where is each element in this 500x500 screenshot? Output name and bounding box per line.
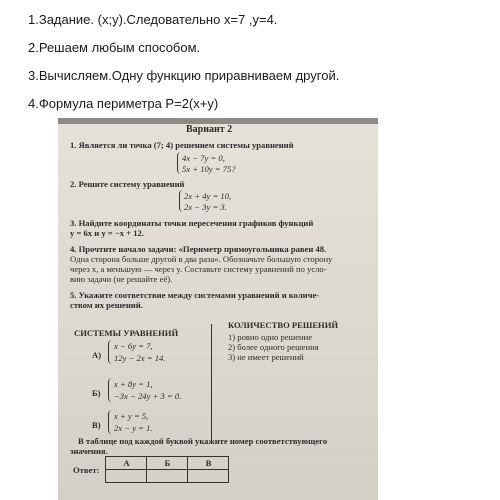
task5-line2: ством их решений. [70,300,143,310]
system-v-eq1: x + y = 5, [114,411,149,421]
worksheet-photo [58,118,378,500]
task1-eq1: 4x − 7y = 0, [182,153,225,163]
system-b-eq1: x + 8y = 1, [114,379,153,389]
task4-line2: Одна сторона больше другой в два раза». Обозначьте большую сторону [70,254,333,264]
task4-line1: 4. Прочтите начало задачи: «Периметр прямоугольника равен 48. [70,244,327,254]
answer-cell-b [147,470,188,483]
answer-cell-v [188,470,229,483]
count-option-2: 2) более одного решения [228,342,319,352]
task3-line2: y = 6x и y = −x + 12. [70,228,144,238]
note-line-1: 1.Задание. (x;y).Следовательно x=7 ,y=4. [28,12,278,27]
system-a-eq1: x − 6y = 7, [114,341,153,351]
system-v-label: В) [92,420,101,430]
task3-line1: 3. Найдите координаты точки пересечения графиков функций [70,218,314,228]
note-line-2: 2.Решаем любым способом. [28,40,201,55]
task4-line4: вию задачи (не решайте её). [70,274,173,284]
variant-heading: Вариант 2 [186,124,233,135]
instruction-line1: В таблице под каждой буквой укажите номер соответствующего [78,436,328,446]
system-a-brace [108,340,113,364]
system-b-eq2: −3x − 24y + 3 = 0. [114,391,182,401]
system-b-brace [108,378,113,402]
system-a-label: А) [92,350,102,360]
systems-header: СИСТЕМЫ УРАВНЕНИЙ [74,328,179,338]
task5-line1: 5. Укажите соответствие между системами уравнений и количе- [70,290,320,300]
answer-label: Ответ: [73,464,100,475]
task2-eq2: 2x − 3y = 3. [184,202,227,212]
note-line-4: 4.Формула периметра P=2(x+y) [28,96,219,111]
system-v-eq2: 2x − y = 1. [114,423,153,433]
count-header: КОЛИЧЕСТВО РЕШЕНИЙ [228,320,339,330]
system-v-brace [108,410,113,434]
column-divider [211,324,212,442]
system-a-eq2: 12y − 2x = 14. [114,353,166,363]
note-line-3: 3.Вычисляем.Одну функцию приравниваем другой. [28,68,340,83]
task2-eq1: 2x + 4y = 10, [184,191,232,201]
system-b-label: Б) [92,388,101,398]
task4-line3: через x, а меньшую — через y. Составьте систему уравнений по усло- [70,264,327,274]
task2-text: 2. Решите систему уравнений [70,179,185,189]
answer-cell-a [106,470,147,483]
task1-eq2: 5x + 10y = 75? [182,164,236,174]
answer-table [70,456,229,483]
answer-header-a: А [106,457,147,470]
instruction-line2: значения. [70,446,108,456]
answer-header-v: В [188,457,229,470]
worksheet-page [58,124,378,500]
task1-text: 1. Является ли точка (7; 4) решением системы уравнений [70,140,294,150]
count-option-3: 3) не имеет решений [228,352,304,362]
count-option-1: 1) ровно одно решение [228,332,313,342]
answer-header-b: Б [147,457,188,470]
